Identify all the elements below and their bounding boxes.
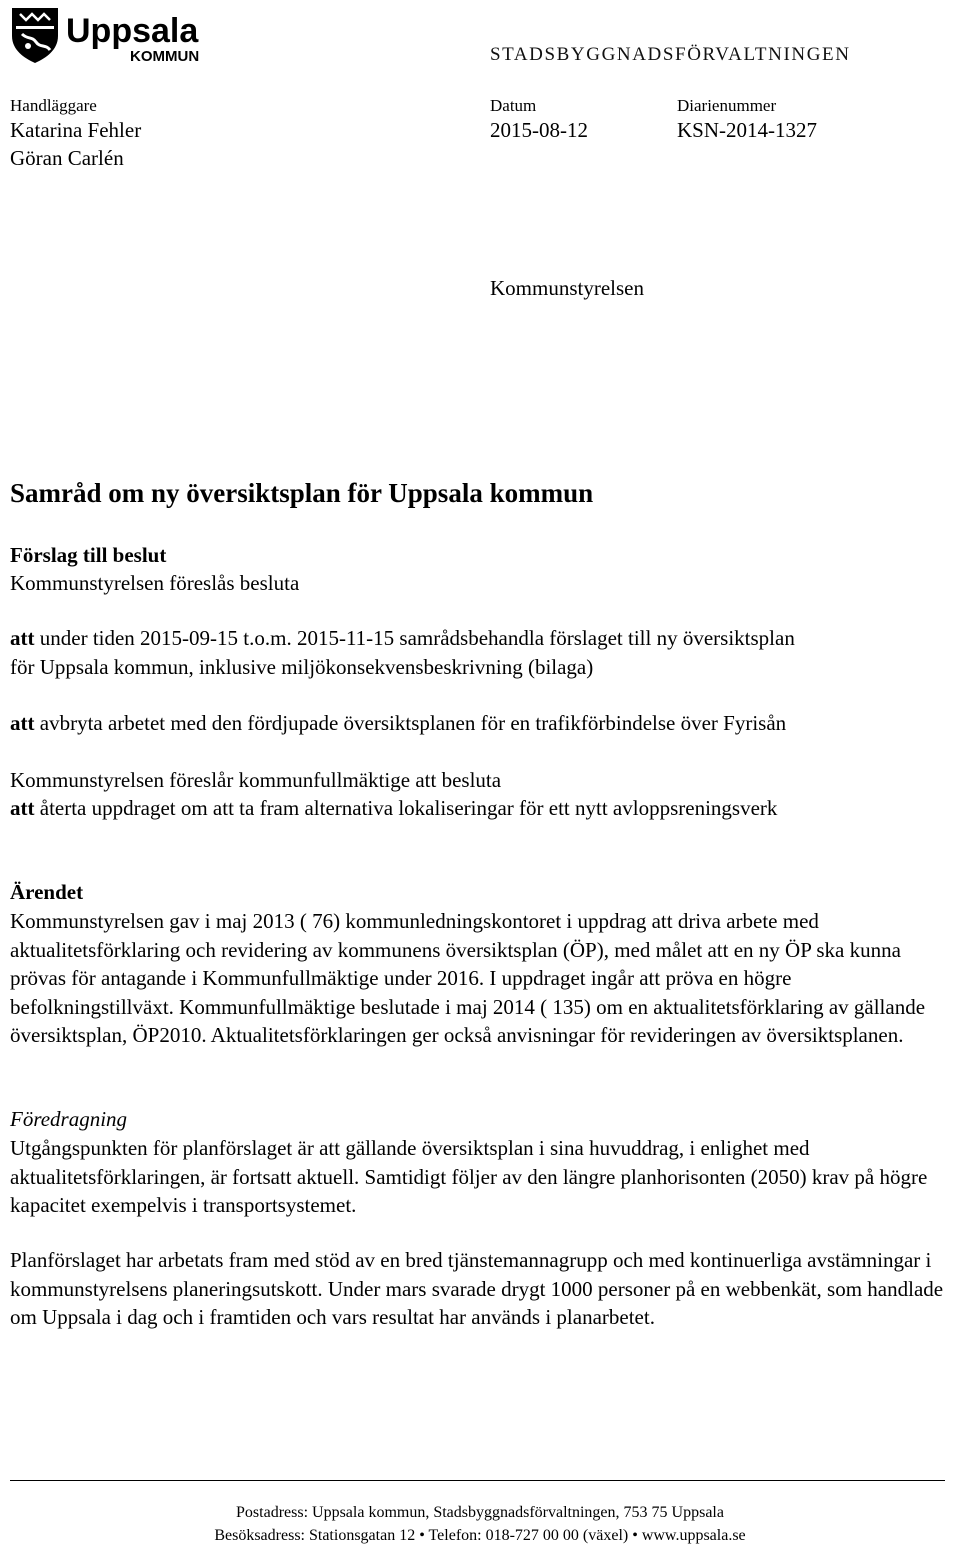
handlaggare-label: Handläggare <box>10 96 97 115</box>
foredragning-heading: Föredragning <box>10 1107 128 1131</box>
proposal-intro-2: Kommunstyrelsen föreslår kommunfullmäktige att besluta <box>10 768 502 792</box>
department-name: STADSBYGGNADSFÖRVALTNINGEN <box>490 44 851 65</box>
footer-divider <box>10 1480 945 1481</box>
logo-wordmark: Uppsala <box>66 12 199 50</box>
logo-subtext: KOMMUN <box>130 48 200 65</box>
proposal-item-2 <box>10 709 950 738</box>
footer-visiting-address: Besöksadress: Stationsgatan 12 • Telefon: 018-727 00 00 (växel) • www.uppsala.se <box>214 1527 746 1544</box>
proposal-intro: Kommunstyrelsen föreslås besluta <box>10 571 300 595</box>
handlaggare-name-1: Katarina Fehler <box>10 118 142 142</box>
proposal-item-1-line-1 <box>10 624 950 653</box>
att-label: att <box>10 711 35 735</box>
proposal-item-1-line-2: för Uppsala kommun, inklusive miljökonsekvensbeskrivning (bilaga) <box>10 655 594 679</box>
proposal-heading: Förslag till beslut <box>10 543 167 567</box>
datum-label: Datum <box>490 96 537 115</box>
proposal-item-1-text: under tiden 2015-09-15 t.o.m. 2015-11-15 samrådsbehandla förslaget till ny översiktsplan <box>34 626 795 650</box>
recipient: Kommunstyrelsen <box>490 276 644 300</box>
uppsala-kommun-logo <box>10 6 220 66</box>
coat-of-arms-icon <box>10 6 220 66</box>
arendet-text: Kommunstyrelsen gav i maj 2013 ( 76) kommunledningskontoret i uppdrag att driva arbete med aktualitetsförklaring och revidering av kommunens översiktsplan (ÖP), med målet att en ny ÖP ska kunna prövas för antagande i Kommunfullmäktige under 2016. I uppdraget ingår att pröva en högre befolkningstillväxt. Kommunfullmäktige beslutade i maj 2014 ( 135) om en aktualitetsförklaring av gällande översiktsplan, ÖP2010. Aktualitetsförklaringen ger också anvisningar för revideringen av översiktsplanen. <box>10 909 926 1047</box>
diarienummer-value: KSN-2014-1327 <box>677 118 817 142</box>
att-label: att <box>10 626 35 650</box>
arendet-heading: Ärendet <box>10 880 84 904</box>
foredragning-paragraph-2: Planförslaget har arbetats fram med stöd av en bred tjänstemannagrupp och med kontinuerliga avstämningar i kommunstyrelsens planeringsutskott. Under mars svarade drygt 1000 personer på en webbenkät, som handlade om Uppsala i dag och i framtiden och vars resultat har används i planarbetet. <box>10 1248 944 1329</box>
proposal-item-3-text: återta uppdraget om att ta fram alternativa lokaliseringar för ett nytt avloppsreningsverk <box>34 796 778 820</box>
document-title: Samråd om ny översiktsplan för Uppsala kommun <box>10 478 594 508</box>
att-label: att <box>10 796 35 820</box>
datum-value: 2015-08-12 <box>490 118 588 142</box>
foredragning-paragraph-1: Utgångspunkten för planförslaget är att gällande översiktsplan i sina huvuddrag, i enlighet med aktualitetsförklaringen, är fortsatt aktuell. Samtidigt följer av den längre planhorisonten (2050) krav på högre kapacitet exempelvis i transportsystemet. <box>10 1136 928 1217</box>
handlaggare-name-2: Göran Carlén <box>10 146 124 170</box>
footer-postal-address: Postadress: Uppsala kommun, Stadsbyggnadsförvaltningen, 753 75 Uppsala <box>236 1504 724 1521</box>
proposal-item-3 <box>10 794 950 823</box>
proposal-item-2-text: avbryta arbetet med den fördjupade översiktsplanen för en trafikförbindelse över Fyrisån <box>34 711 787 735</box>
diarienummer-label: Diarienummer <box>677 96 777 115</box>
